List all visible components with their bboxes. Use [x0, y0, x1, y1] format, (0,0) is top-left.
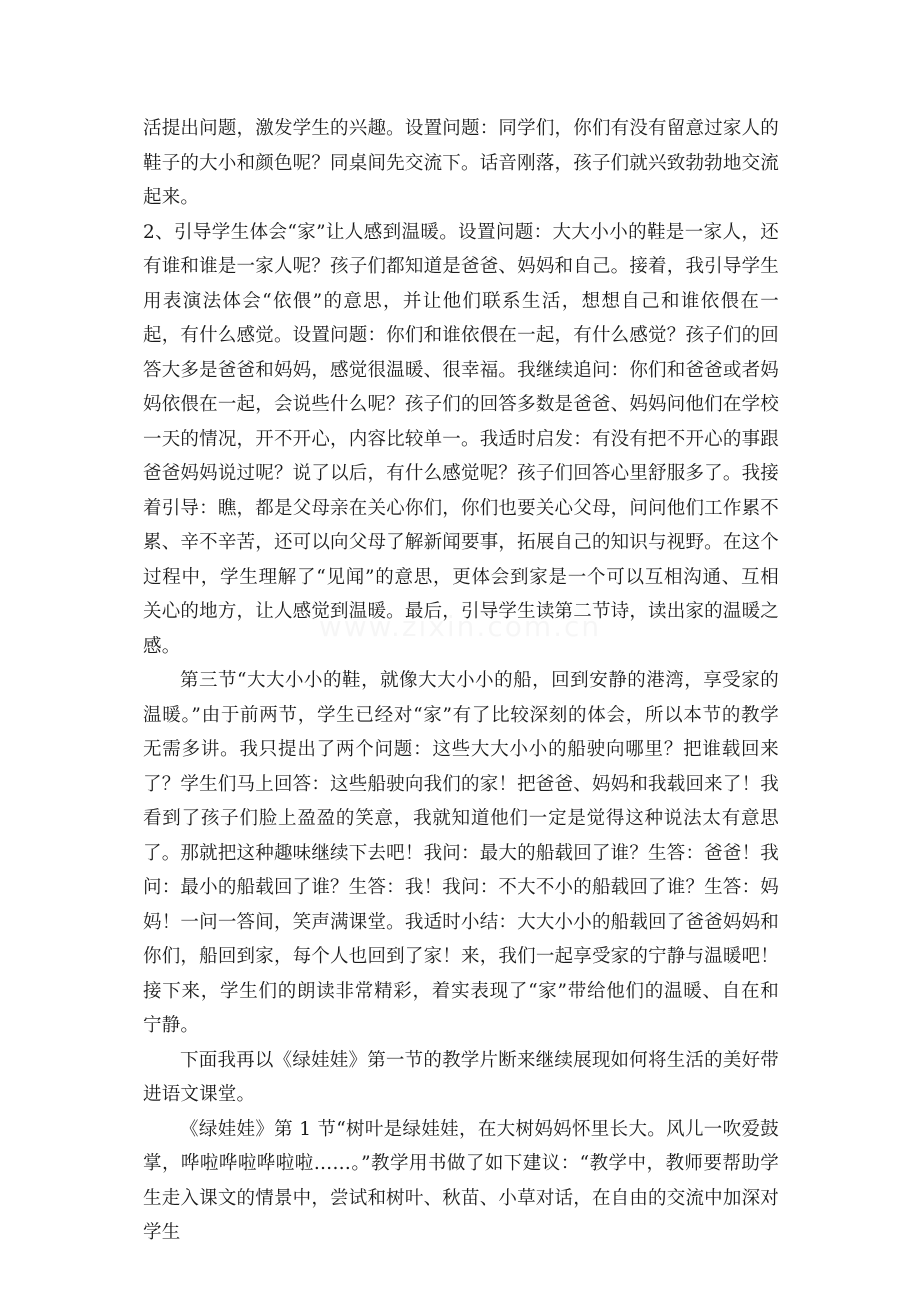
paragraph-2: 2、引导学生体会“家”让人感到温暖。设置问题：大大小小的鞋是一家人，还有谁和谁是一家人呢？孩子们都知道是爸爸、妈妈和自己。接着，我引导学生用表演法体会“依偎”的意思，并让他们联系生活，想想自己和谁依偎在一起，有什么感觉。设置问题：你们和谁依偎在一起，有什么感觉？孩子们的回答大多是爸爸和妈妈，感觉很温暖、很幸福。我继续追问：你们和爸爸或者妈妈依偎在一起，会说些什么呢？孩子们的回答多数是爸爸、妈妈问他们在学校一天的情况，开不开心，内容比较单一。我适时启发：有没有把不开心的事跟爸爸妈妈说过呢？说了以后，有什么感觉呢？孩子们回答心里舒服多了。我接着引导：瞧，都是父母亲在关心你们，你们也要关心父母，问问他们工作累不累、辛不辛苦，还可以向父母了解新闻要事，拓展自己的知识与视野。在这个过程中，学生理解了“见闻”的意思，更体会到家是一个可以互相沟通、互相关心的地方，让人感觉到温暖。最后，引导学生读第二节诗，读出家的温暖之感。 — [143, 221, 779, 657]
body-text — [143, 112, 779, 1251]
paragraph-1: 活提出问题，激发学生的兴趣。设置问题：同学们，你们有没有留意过家人的鞋子的大小和颜色呢？同桌间先交流下。话音刚落，孩子们就兴致勃勃地交流起来。 — [143, 118, 779, 208]
paragraph-3: 第三节“大大小小的鞋，就像大大小小的船，回到安静的港湾，享受家的温暖。”由于前两节，学生已经对“家”有了比较深刻的体会，所以本节的教学无需多讲。我只提出了两个问题：这些大大小小的船驶向哪里？把谁载回来了？学生们马上回答：这些船驶向我们的家！把爸爸、妈妈和我载回来了！我看到了孩子们脸上盈盈的笑意，我就知道他们一定是觉得这种说法太有意思了。那就把这种趣味继续下去吧！我问：最大的船载回了谁？生答：爸爸！我问：最小的船载回了谁？生答：我！我问：不大不小的船载回了谁？生答：妈妈！一问一答间，笑声满课堂。我适时小结：大大小小的船载回了爸爸妈妈和你们，船回到家，每个人也回到了家！来，我们一起享受家的宁静与温暖吧！接下来，学生们的朗读非常精彩，着实表现了“家”带给他们的温暖、自在和宁静。 — [143, 670, 779, 1036]
paragraph-5: 《绿娃娃》第 1 节“树叶是绿娃娃，在大树妈妈怀里长大。风儿一吹爱鼓掌，哗啦哗啦哗啦啦……。”教学用书做了如下建议：“教学中，教师要帮助学生走入课文的情景中，尝试和树叶、秋苗、小草对话，在自由的交流中加深对学生 — [143, 1118, 779, 1243]
paragraph-4: 下面我再以《绿娃娃》第一节的教学片断来继续展现如何将生活的美好带进语文课堂。 — [143, 1049, 779, 1105]
